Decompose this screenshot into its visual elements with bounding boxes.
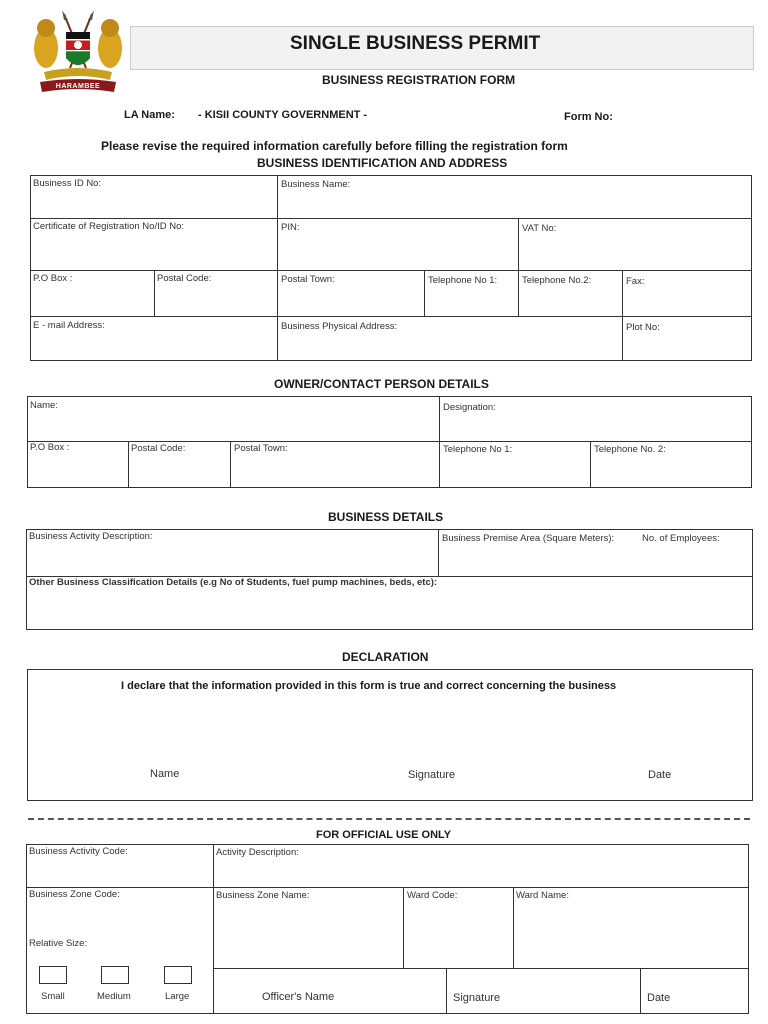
declaration-heading: DECLARATION bbox=[342, 650, 429, 664]
official-date-field[interactable]: Date bbox=[647, 992, 671, 1004]
officer-name-field[interactable]: Officer's Name bbox=[262, 991, 335, 1003]
owner-telephone-2-field[interactable]: Telephone No. 2: bbox=[594, 444, 666, 455]
official-use-heading: FOR OFFICIAL USE ONLY bbox=[316, 829, 452, 841]
instruction-text: Please revise the required information carefully before filling the registration form bbox=[101, 139, 568, 153]
page-title: SINGLE BUSINESS PERMIT bbox=[290, 33, 541, 54]
owner-name-field[interactable]: Name: bbox=[30, 400, 58, 411]
owner-telephone-1-field[interactable]: Telephone No 1: bbox=[443, 444, 513, 455]
physical-address-field[interactable]: Business Physical Address: bbox=[281, 321, 398, 332]
size-large-checkbox[interactable] bbox=[164, 966, 192, 984]
activity-code-field[interactable]: Business Activity Code: bbox=[29, 846, 128, 857]
size-small-label: Small bbox=[41, 991, 65, 1002]
cut-line-divider bbox=[28, 818, 750, 820]
size-small-checkbox[interactable] bbox=[39, 966, 67, 984]
business-id-field[interactable]: Business ID No: bbox=[33, 178, 102, 189]
fax-field[interactable]: Fax: bbox=[626, 276, 645, 287]
business-details-heading: BUSINESS DETAILS bbox=[328, 510, 444, 524]
owner-postal-town-field[interactable]: Postal Town: bbox=[234, 443, 288, 454]
la-name-value: - KISII COUNTY GOVERNMENT - bbox=[198, 109, 368, 121]
declaration-statement: I declare that the information provided in this form is true and correct concerning the business bbox=[121, 680, 617, 692]
form-subtitle: BUSINESS REGISTRATION FORM bbox=[322, 73, 516, 87]
owner-postal-code-field[interactable]: Postal Code: bbox=[131, 443, 186, 454]
business-identification-table bbox=[30, 175, 752, 361]
declaration-name-field[interactable]: Name bbox=[150, 768, 180, 780]
telephone-1-field[interactable]: Telephone No 1: bbox=[428, 275, 498, 286]
vat-no-field[interactable]: VAT No: bbox=[522, 223, 557, 234]
size-medium-checkbox[interactable] bbox=[101, 966, 129, 984]
la-name-label: LA Name: bbox=[124, 109, 175, 121]
postal-code-field[interactable]: Postal Code: bbox=[157, 273, 212, 284]
other-classification-field[interactable]: Other Business Classification Details (e.g No of Students, fuel pump machines, beds, etc): bbox=[29, 577, 438, 588]
official-signature-field[interactable]: Signature bbox=[453, 992, 501, 1004]
employees-field[interactable]: No. of Employees: bbox=[642, 533, 720, 544]
business-identification-heading: BUSINESS IDENTIFICATION AND ADDRESS bbox=[257, 156, 508, 170]
size-medium-label: Medium bbox=[97, 991, 131, 1002]
plot-no-field[interactable]: Plot No: bbox=[626, 322, 660, 333]
coat-of-arms-logo bbox=[26, 6, 130, 98]
form-no-label: Form No: bbox=[564, 111, 613, 123]
owner-contact-heading: OWNER/CONTACT PERSON DETAILS bbox=[274, 377, 489, 391]
declaration-signature-field[interactable]: Signature bbox=[408, 769, 456, 781]
certificate-no-field[interactable]: Certificate of Registration No/ID No: bbox=[33, 221, 185, 232]
designation-field[interactable]: Designation: bbox=[443, 402, 496, 413]
zone-code-field[interactable]: Business Zone Code: bbox=[29, 889, 120, 900]
business-name-field[interactable]: Business Name: bbox=[281, 179, 351, 190]
pin-field[interactable]: PIN: bbox=[281, 222, 300, 233]
relative-size-label: Relative Size: bbox=[29, 938, 88, 949]
zone-name-field[interactable]: Business Zone Name: bbox=[216, 890, 310, 901]
po-box-field[interactable]: P.O Box : bbox=[33, 273, 73, 284]
ward-code-field[interactable]: Ward Code: bbox=[407, 890, 458, 901]
postal-town-field[interactable]: Postal Town: bbox=[281, 274, 335, 285]
motto-text: HARAMBEE bbox=[55, 83, 101, 90]
premise-area-field[interactable]: Business Premise Area (Square Meters): bbox=[442, 533, 615, 544]
owner-contact-table bbox=[27, 396, 752, 488]
declaration-date-field[interactable]: Date bbox=[648, 769, 672, 781]
owner-po-box-field[interactable]: P.O Box : bbox=[30, 442, 70, 453]
activity-description-field[interactable]: Business Activity Description: bbox=[29, 531, 153, 542]
ward-name-field[interactable]: Ward Name: bbox=[516, 890, 569, 901]
official-activity-description-field[interactable]: Activity Description: bbox=[216, 847, 299, 858]
email-field[interactable]: E - mail Address: bbox=[33, 320, 105, 331]
telephone-2-field[interactable]: Telephone No.2: bbox=[522, 275, 592, 286]
size-large-label: Large bbox=[165, 991, 190, 1002]
